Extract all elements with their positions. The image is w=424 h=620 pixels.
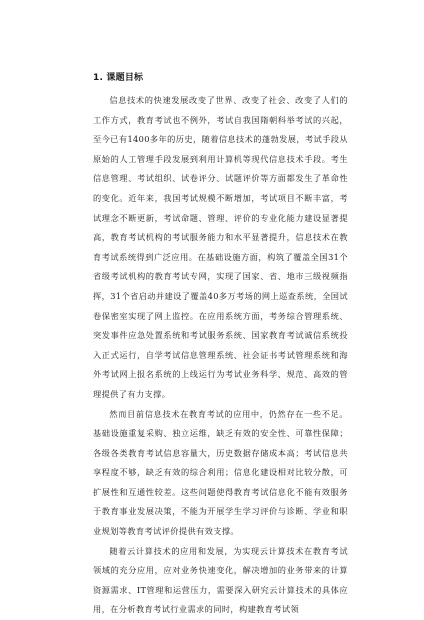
paragraph-1: 信息技术的快速发展改变了世界、改变了社会、改变了人们的工作方式，教育考试也不例外，考试自我国隋朝科举考试的兴起，至今已有1400多年的历史，随着信息技术的蓬勃发展，考试手段从原始的人工管理手段发展到利用计算机等现代信息技术手段。考生信息管理、考试组织、试卷评分、试题评价等方面都发生了革命性的变化。近年来，我国考试规模不断增加，考试项目不断丰富，考试理念不断更新，考试命题、管理、评价的专业化能力建设显著提高，教育考试机构的考试服务能力和水平显著提升，信息技术在教育考试系统得到广泛应用。在基础设施方面，构筑了覆盖全国31个省级考试机构的教育考试专网，实现了国家、省、地市三级视频指挥，31个省启动并建设了覆盖40多万考场的网上巡查系统，全国试卷保密室实现了网上监控。在应用系统方面，考务综合管理系统、突发事件应急处置系统和考试服务系统、国家教育考试诚信系统投入正式运行，自学考试信息管理系统、社会证书考试管理系统和海外考试网上报名系统的上线运行为考试业务科学、规范、高效的管理提供了有力支撑。 bbox=[93, 95, 348, 399]
paragraph-2: 然而目前信息技术在教育考试的应用中，仍然存在一些不足。基础设施重复采购、独立运维，缺乏有效的安全性、可靠性保障；各级各类教育考试信息容量大，历史数据存储成本高；考试信息共享程度不够，缺乏有效的综合利用；信息化建设相对比较分散，可扩展性和互通性较差。这些问题使得教育考试信息化不能有效服务于教育事业发展决策，不能为开展学生学习评价与诊断、学业和职业规划等教育考试评价提供有效支撑。 bbox=[93, 408, 348, 537]
section-heading: 1. 课题目标 bbox=[93, 73, 144, 83]
document-body bbox=[93, 72, 348, 620]
paragraph-3: 随着云计算技术的应用和发展，为实现云计算技术在教育考试领域的充分应用，应对业务快速变化，解决增加的业务带来的计算资源需求、IT管理和运营压力，需要深入研究云计算技术的具体应用，在分析教育考试行业需求的同时，构建教育考试领 bbox=[93, 545, 348, 615]
